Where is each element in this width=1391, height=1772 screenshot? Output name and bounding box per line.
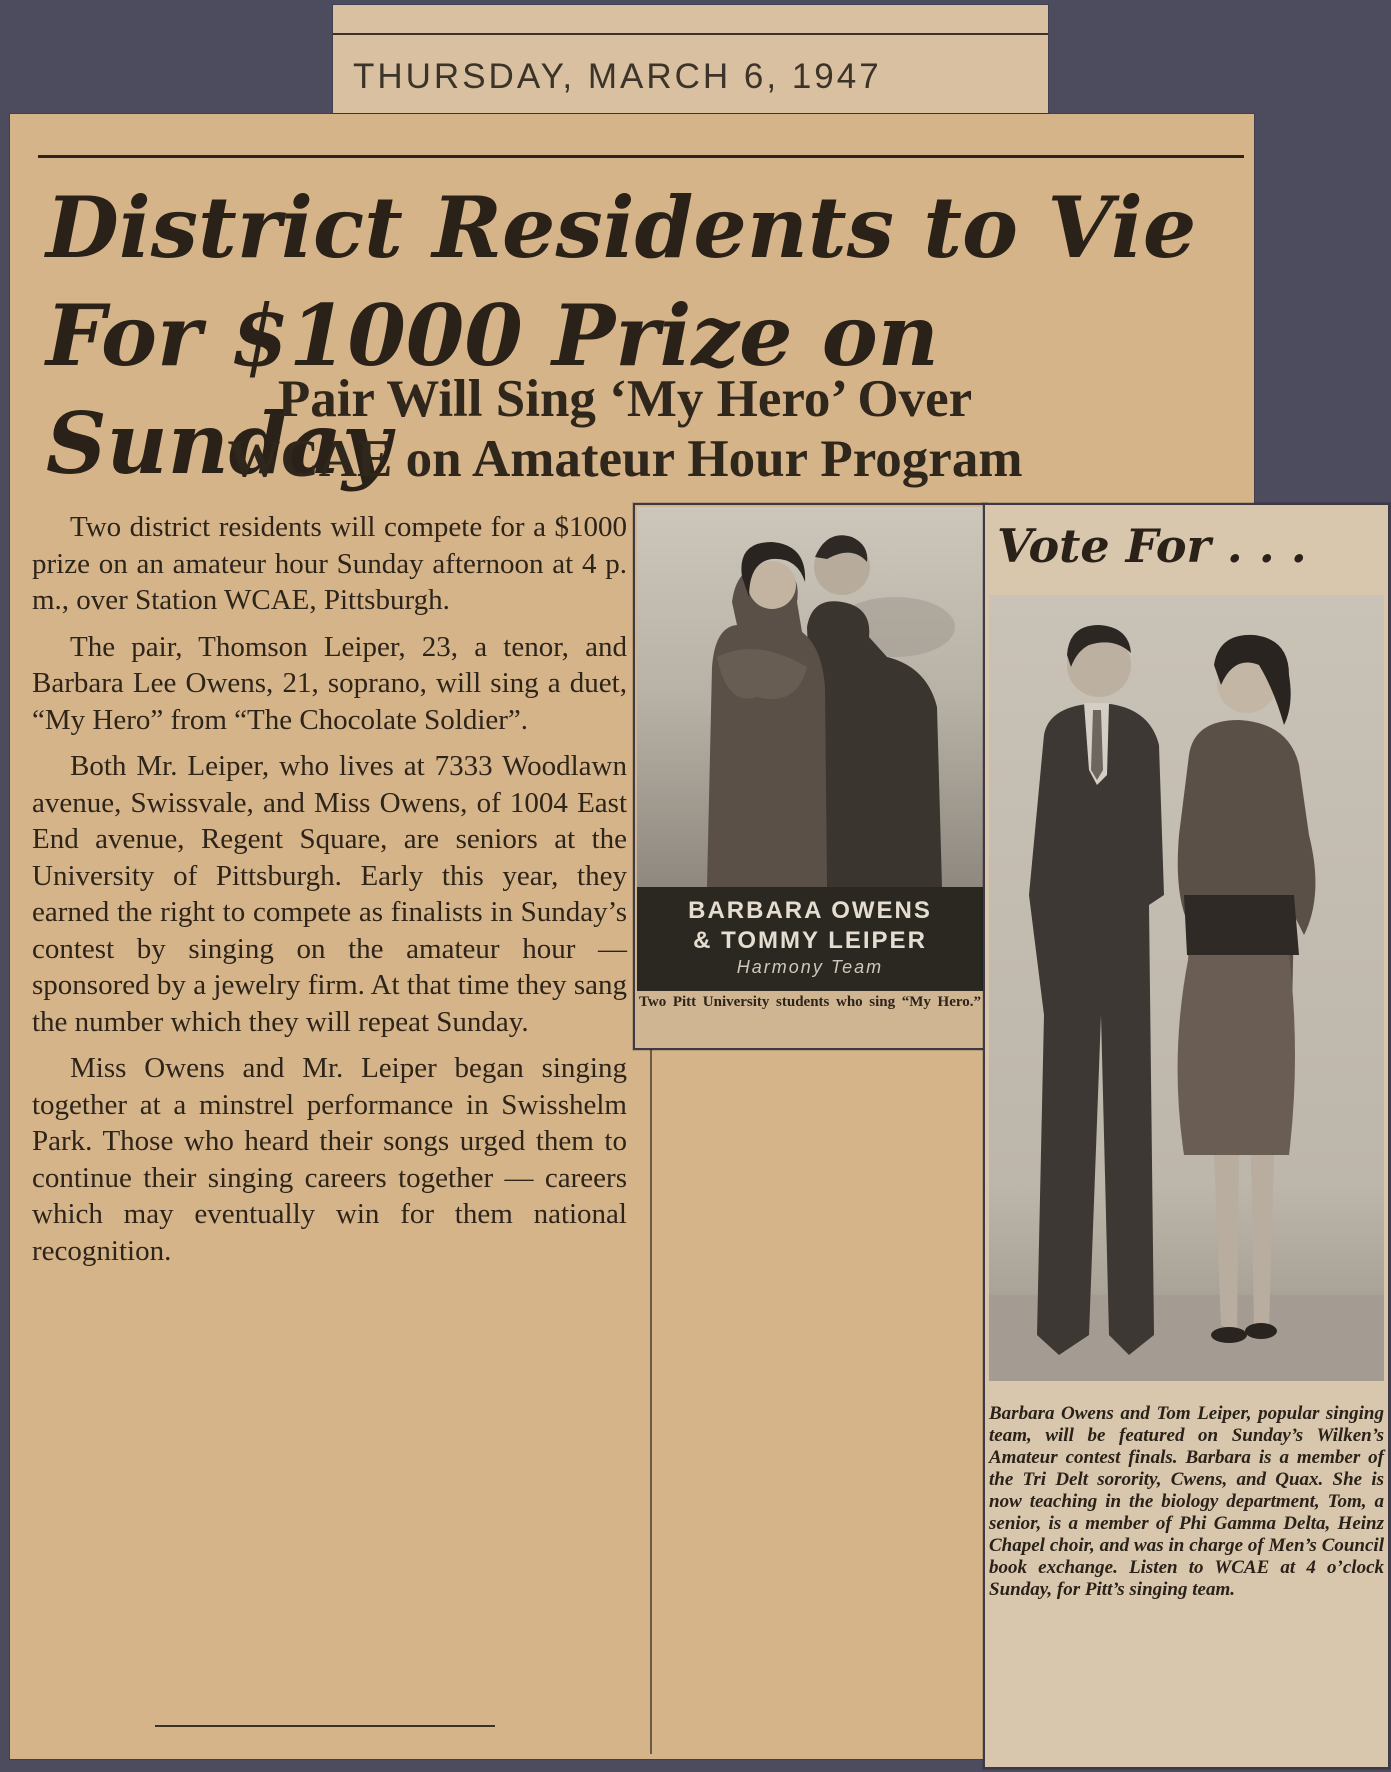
top-rule: [38, 155, 1244, 158]
duo-photo-illustration: [637, 507, 983, 887]
couple-photo-illustration: [989, 595, 1384, 1381]
headline-line-1: District Residents to Vie: [46, 178, 1197, 277]
paragraph-4: Miss Owens and Mr. Leiper began singing together at a minstrel performance in Swisshelm Park. Those who heard their songs urged them to continue their singing careers together — careers which may eventually win for them national recognition.: [32, 1052, 627, 1267]
paragraph-2: The pair, Thomson Leiper, 23, a tenor, and Barbara Lee Owens, 21, soprano, will sing a duet, “My Hero” from “The Chocolate Soldier”.: [32, 630, 627, 736]
headline-line-2: For $1000 Prize on Sunday: [46, 286, 939, 493]
banner-subtitle: Harmony Team: [736, 957, 884, 977]
paragraph-3: Both Mr. Leiper, who lives at 7333 Woodlawn avenue, Swissvale, and Miss Owens, of 1004 East End avenue, Regent Square, are seniors at the University of Pittsburgh. Early this year, they earned the right to compete as finalists in Sunday’s contest by singing on the amateur hour — sponsored by a jewelry firm. At that time they sang the number which they will repeat Sunday.: [32, 750, 627, 1038]
photo-clipping-vote-for: [983, 503, 1390, 1769]
subhead-line-2: WCAE on Amateur Hour Program: [227, 430, 1023, 488]
photo-clipping-harmony-team: [633, 503, 987, 1050]
dateline-text: THURSDAY, MARCH 6, 1947: [353, 57, 882, 96]
photo2-caption: Barbara Owens and Tom Leiper, popular singing team, will be featured on Sunday’s Wilken’s Amateur contest finals. Barbara is a member of the Tri Delt sorority, Cwens, and Quax. She is now teaching in the biology department, Tom, a senior, is a member of Phi Gamma Delta, Heinz Chapel choir, and was in charge of Men’s Council book exchange. Listen to WCAE at 4 o’clock Sunday, for Pitt’s singing team.: [989, 1403, 1384, 1600]
photo1-caption: Two Pitt University students who sing “My Hero.”: [639, 994, 981, 1010]
article-body: [32, 509, 627, 1279]
paragraph-1: Two district residents will compete for a $1000 prize on an amateur hour Sunday afternoon at 4 p. m., over Station WCAE, Pittsburgh.: [32, 511, 627, 616]
subheadline: [10, 369, 1240, 489]
banner-name-2: & TOMMY LEIPER: [693, 927, 927, 954]
duo-photo: [637, 507, 983, 887]
end-rule: [155, 1725, 495, 1727]
dateline-clipping: [333, 5, 1048, 113]
vote-for-heading: Vote For . . .: [997, 519, 1307, 573]
banner-name-1: BARBARA OWENS: [688, 897, 932, 924]
name-banner: [637, 887, 983, 991]
dateline-rule: [333, 33, 1048, 35]
couple-photo: [989, 595, 1384, 1381]
subhead-line-1: Pair Will Sing ‘My Hero’ Over: [277, 370, 973, 428]
